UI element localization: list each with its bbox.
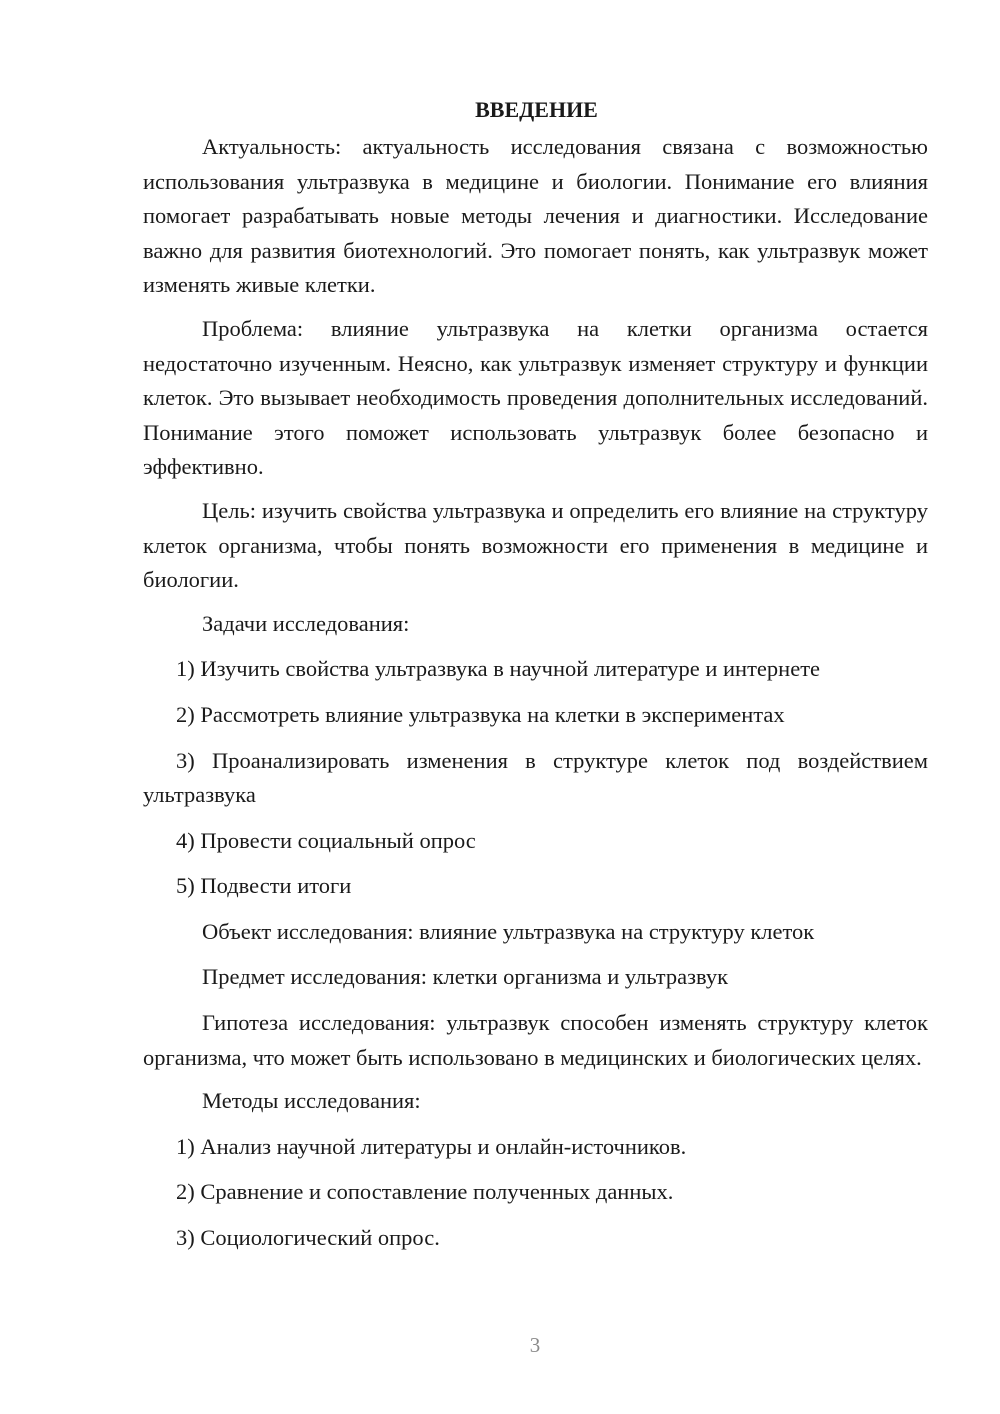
goal-paragraph: Цель: изучить свойства ультразвука и определить его влияние на структуру клеток организма, чтобы понять возможности его применения в медицине и биологии. [143, 497, 928, 593]
relevance-paragraph: Актуальность: актуальность исследования связана с возможностью использования ультразвука в медицине и биологии. Понимание его влияния помогает разрабатывать новые методы лечения и диагностики. Исследование важно для развития биотехнологий. Это помогает понять, как ультразвук может изменять живые клетки. [143, 134, 928, 298]
page-title: ВВЕДЕНИЕ [475, 97, 598, 122]
method-item: 3) Социологический опрос. [176, 1225, 440, 1251]
task-item: 2) Рассмотреть влияние ультразвука на клетки в экспериментах [176, 701, 785, 727]
task-item: 1) Изучить свойства ультразвука в научной литературе и интернете [176, 656, 821, 682]
subject-line: Предмет исследования: клетки организма и ультразвук [202, 964, 729, 990]
page-number: 3 [529, 1333, 541, 1357]
method-item: 1) Анализ научной литературы и онлайн-источников. [176, 1133, 687, 1159]
task-item: 4) Провести социальный опрос [176, 827, 476, 853]
tasks-heading: Задачи исследования: [202, 610, 410, 636]
task-item: 5) Подвести итоги [176, 873, 352, 899]
object-line: Объект исследования: влияние ультразвука на структуру клеток [202, 918, 815, 944]
document-page [143, 92, 928, 1267]
problem-paragraph: Проблема: влияние ультразвука на клетки организма остается недостаточно изученным. Неясно, как ультразвук изменяет структуру и функции клеток. Это вызывает необходимость проведения дополнительных исследований. Понимание этого поможет использовать ультразвук более безопасно и эффективно. [143, 315, 928, 480]
task-item: 3) Проанализировать изменения в структуре клеток под воздействием ультразвука [143, 747, 928, 808]
hypothesis-paragraph: Гипотеза исследования: ультразвук способен изменять структуру клеток организма, что может быть использовано в медицинских и биологических целях. [143, 1010, 928, 1070]
method-item: 2) Сравнение и сопоставление полученных данных. [176, 1179, 674, 1205]
methods-heading: Методы исследования: [202, 1088, 421, 1114]
